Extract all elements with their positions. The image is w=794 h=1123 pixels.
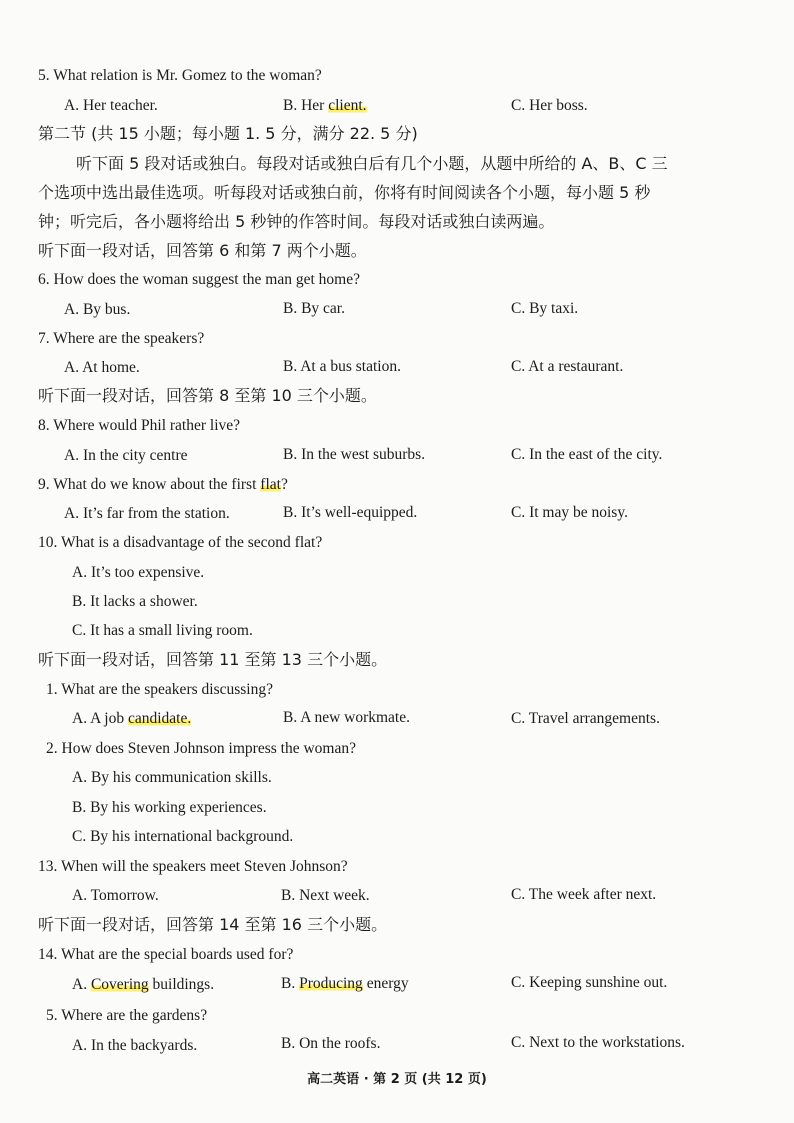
- q5-option-c: C. Her boss.: [511, 97, 588, 114]
- q14-option-a: A. Covering buildings.: [72, 976, 215, 993]
- q9-option-c: C. It may be noisy.: [511, 504, 628, 521]
- question-10-stem: 10. What is a disadvantage of the second flat?: [38, 534, 323, 551]
- highlight-mark: Covering: [90, 976, 149, 993]
- q7-option-c: C. At a restaurant.: [511, 358, 624, 375]
- q8-option-a: A. In the city centre: [64, 447, 188, 464]
- question-13-stem: 13. When will the speakers meet Steven Johnson?: [38, 858, 348, 875]
- section-heading: 第二节 (共 15 小题；每小题 1. 5 分，满分 22. 5 分): [38, 124, 418, 143]
- instructions-line-3: 钟；听完后，各小题将给出 5 秒钟的作答时间。每段对话或独白读两遍。: [38, 212, 555, 231]
- q13-option-c: C. The week after next.: [511, 886, 657, 903]
- highlight-mark: candidate.: [127, 710, 192, 727]
- question-14-stem: 14. What are the special boards used for?: [38, 946, 294, 963]
- question-15-stem: 5. Where are the gardens?: [46, 1007, 208, 1024]
- q13-option-a: A. Tomorrow.: [72, 887, 159, 904]
- question-9-stem: 9. What do we know about the first flat?: [38, 476, 288, 493]
- q9-option-b: B. It’s well-equipped.: [283, 504, 418, 521]
- q10-option-b: B. It lacks a shower.: [72, 593, 198, 610]
- directions-11-13: 听下面一段对话，回答第 11 至第 13 三个小题。: [38, 650, 388, 669]
- q6-option-b: B. By car.: [283, 300, 345, 317]
- q15-option-b: B. On the roofs.: [281, 1035, 381, 1052]
- question-6-stem: 6. How does the woman suggest the man get home?: [38, 271, 360, 288]
- highlight-mark: Producing: [299, 975, 363, 992]
- instructions-line-1: 听下面 5 段对话或独白。每段对话或独白后有几个小题，从题中所给的 A、B、C 三: [76, 154, 668, 173]
- q14-option-b: B. Producing energy: [281, 975, 409, 992]
- q11-option-b: B. A new workmate.: [283, 709, 410, 726]
- q5-option-a: A. Her teacher.: [64, 97, 158, 114]
- question-7-stem: 7. Where are the speakers?: [38, 330, 205, 347]
- highlight-mark: client.: [328, 97, 367, 114]
- q13-option-b: B. Next week.: [281, 887, 370, 904]
- q6-option-a: A. By bus.: [64, 301, 131, 318]
- directions-6-7: 听下面一段对话，回答第 6 和第 7 两个小题。: [38, 241, 367, 260]
- question-5-stem: 5. What relation is Mr. Gomez to the woman?: [38, 67, 322, 84]
- q10-option-a: A. It’s too expensive.: [72, 564, 205, 581]
- page-footer: 高二英语 · 第 2 页 (共 12 页): [307, 1072, 487, 1087]
- question-8-stem: 8. Where would Phil rather live?: [38, 417, 241, 434]
- q5-option-b: B. Her client.: [283, 97, 367, 114]
- directions-14-16: 听下面一段对话，回答第 14 至第 16 三个小题。: [38, 915, 388, 934]
- instructions-line-2: 个选项中选出最佳选项。听每段对话或独白前，你将有时间阅读各个小题，每小题 5 秒: [38, 183, 651, 202]
- q8-option-b: B. In the west suburbs.: [283, 446, 426, 463]
- q11-option-a: A. A job candidate.: [72, 710, 192, 727]
- question-12-stem: 2. How does Steven Johnson impress the woman?: [46, 740, 356, 757]
- question-11-stem: 1. What are the speakers discussing?: [46, 681, 273, 698]
- q7-option-a: A. At home.: [64, 359, 140, 376]
- q12-option-a: A. By his communication skills.: [72, 769, 272, 786]
- q11-option-c: C. Travel arrangements.: [511, 710, 660, 727]
- highlight-mark: flat: [260, 476, 281, 493]
- q9-option-a: A. It’s far from the station.: [64, 505, 230, 522]
- directions-8-10: 听下面一段对话，回答第 8 至第 10 三个小题。: [38, 386, 377, 405]
- q10-option-c: C. It has a small living room.: [72, 622, 253, 639]
- q15-option-a: A. In the backyards.: [72, 1037, 198, 1054]
- q12-option-b: B. By his working experiences.: [72, 799, 267, 816]
- q12-option-c: C. By his international background.: [72, 828, 294, 845]
- q8-option-c: C. In the east of the city.: [511, 446, 663, 463]
- q15-option-c: C. Next to the workstations.: [511, 1034, 685, 1051]
- q7-option-b: B. At a bus station.: [283, 358, 401, 375]
- q14-option-c: C. Keeping sunshine out.: [511, 974, 668, 991]
- q6-option-c: C. By taxi.: [511, 300, 579, 317]
